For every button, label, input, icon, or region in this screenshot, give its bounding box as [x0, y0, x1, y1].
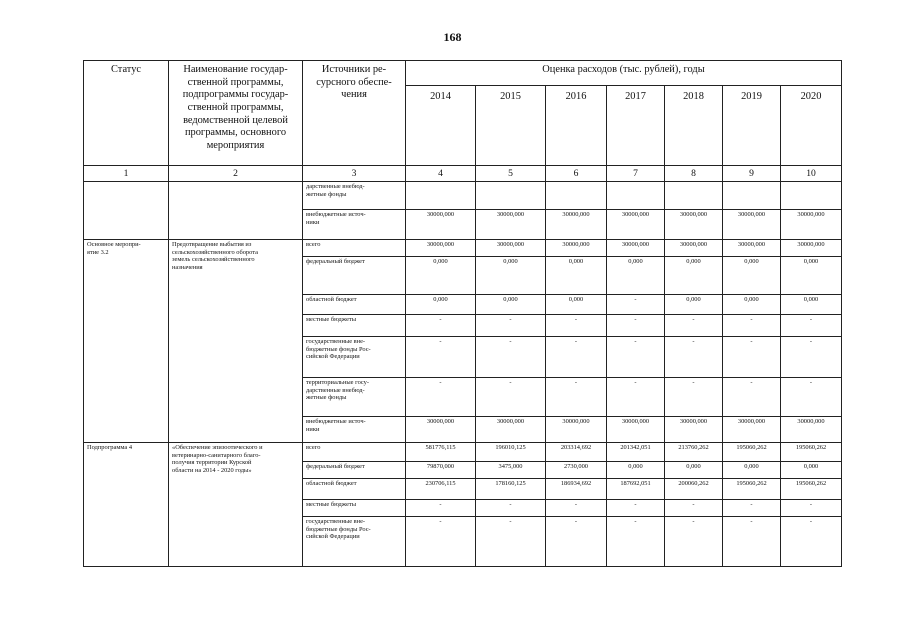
- header-sources: Источники ре- сурсного обеспе- чения: [303, 61, 406, 166]
- expense-value: -: [607, 295, 665, 315]
- expense-value: -: [665, 337, 723, 378]
- expense-value: -: [665, 315, 723, 337]
- column-number: 5: [476, 166, 546, 182]
- funding-source: местные бюджеты: [303, 315, 406, 337]
- expense-value: 30000,000: [607, 417, 665, 443]
- funding-source: территориальные госу- дарственные внебюд- жетные фонды: [303, 378, 406, 417]
- expense-value: 186934,692: [546, 479, 607, 500]
- expense-value: 0,000: [665, 295, 723, 315]
- row-status: Подпрограмма 4: [84, 443, 169, 567]
- expense-value: -: [723, 517, 781, 567]
- expense-value: 196010,125: [476, 443, 546, 462]
- expense-value: 30000,000: [781, 417, 842, 443]
- funding-source: всего: [303, 240, 406, 257]
- expense-value: -: [406, 337, 476, 378]
- expense-value: [781, 182, 842, 210]
- expense-value: 0,000: [406, 257, 476, 295]
- column-number: 9: [723, 166, 781, 182]
- table-row: [84, 240, 842, 257]
- expense-value: 30000,000: [476, 417, 546, 443]
- expense-value: 30000,000: [723, 240, 781, 257]
- expense-value: 581776,115: [406, 443, 476, 462]
- expense-value: 30000,000: [476, 210, 546, 240]
- row-status: Основное меропри- ятие 3.2: [84, 240, 169, 443]
- expense-value: -: [406, 378, 476, 417]
- funding-source: внебюджетные источ- ники: [303, 417, 406, 443]
- header-year: 2018: [665, 86, 723, 166]
- header-year: 2017: [607, 86, 665, 166]
- expense-value: -: [665, 517, 723, 567]
- funding-source: государственные вне- бюджетные фонды Рос- сийской Федерации: [303, 337, 406, 378]
- column-number: 1: [84, 166, 169, 182]
- row-program-name: «Обеспечение эпизоотического и ветеринарно-санитарного благо- получия территории Курской области на 2014 - 2020 годы»: [169, 443, 303, 567]
- expense-value: 30000,000: [607, 240, 665, 257]
- expense-value: -: [476, 500, 546, 517]
- budget-table: [83, 60, 842, 567]
- column-number: 10: [781, 166, 842, 182]
- funding-source: всего: [303, 443, 406, 462]
- header-expense-estimate: Оценка расходов (тыс. рублей), годы: [406, 61, 842, 86]
- expense-value: 195060,262: [723, 443, 781, 462]
- expense-value: -: [607, 378, 665, 417]
- table-row: [84, 182, 842, 210]
- header-program-name: Наименование государ- ственной программы, подпрограммы государ- ственной программы, ведомственной целевой программы, основного мероприятия: [169, 61, 303, 166]
- expense-value: -: [546, 517, 607, 567]
- expense-value: 30000,000: [607, 210, 665, 240]
- column-number: 8: [665, 166, 723, 182]
- expense-value: 2730,000: [546, 462, 607, 479]
- expense-value: 0,000: [723, 295, 781, 315]
- expense-value: -: [546, 378, 607, 417]
- column-number: 2: [169, 166, 303, 182]
- expense-value: -: [607, 337, 665, 378]
- expense-value: -: [607, 315, 665, 337]
- expense-value: -: [476, 517, 546, 567]
- row-status: [84, 182, 169, 240]
- expense-value: 0,000: [546, 295, 607, 315]
- expense-value: 0,000: [607, 462, 665, 479]
- expense-value: 30000,000: [781, 210, 842, 240]
- expense-value: 30000,000: [406, 210, 476, 240]
- expense-value: 30000,000: [781, 240, 842, 257]
- expense-value: -: [665, 500, 723, 517]
- expense-value: 30000,000: [406, 417, 476, 443]
- expense-value: -: [476, 337, 546, 378]
- funding-source: федеральный бюджет: [303, 257, 406, 295]
- expense-value: 0,000: [723, 257, 781, 295]
- expense-value: 195060,262: [723, 479, 781, 500]
- expense-value: 30000,000: [476, 240, 546, 257]
- header-year: 2020: [781, 86, 842, 166]
- expense-value: 3475,000: [476, 462, 546, 479]
- expense-value: 213760,262: [665, 443, 723, 462]
- page-number: 168: [443, 30, 462, 44]
- expense-value: 30000,000: [723, 417, 781, 443]
- expense-value: -: [781, 517, 842, 567]
- expense-value: -: [406, 315, 476, 337]
- header-year: 2015: [476, 86, 546, 166]
- expense-value: [476, 182, 546, 210]
- expense-value: [607, 182, 665, 210]
- expense-value: -: [476, 378, 546, 417]
- expense-value: 30000,000: [665, 210, 723, 240]
- table-row: [84, 443, 842, 462]
- funding-source: внебюджетные источ- ники: [303, 210, 406, 240]
- expense-value: -: [607, 517, 665, 567]
- expense-value: 203314,692: [546, 443, 607, 462]
- expense-value: 0,000: [781, 462, 842, 479]
- expense-value: 30000,000: [406, 240, 476, 257]
- expense-value: -: [476, 315, 546, 337]
- expense-value: 0,000: [406, 295, 476, 315]
- expense-value: -: [723, 378, 781, 417]
- expense-value: 0,000: [476, 295, 546, 315]
- expense-value: 201342,051: [607, 443, 665, 462]
- expense-value: [406, 182, 476, 210]
- expense-value: -: [665, 378, 723, 417]
- expense-value: 0,000: [476, 257, 546, 295]
- header-year: 2019: [723, 86, 781, 166]
- funding-source: федеральный бюджет: [303, 462, 406, 479]
- expense-value: 30000,000: [546, 240, 607, 257]
- expense-value: -: [546, 500, 607, 517]
- expense-value: 200060,262: [665, 479, 723, 500]
- expense-value: 0,000: [546, 257, 607, 295]
- expense-value: 195060,262: [781, 443, 842, 462]
- funding-source: местные бюджеты: [303, 500, 406, 517]
- expense-value: [665, 182, 723, 210]
- expense-value: 30000,000: [546, 417, 607, 443]
- expense-value: 0,000: [665, 257, 723, 295]
- expense-value: 0,000: [665, 462, 723, 479]
- header-status: Статус: [84, 61, 169, 166]
- expense-value: -: [723, 500, 781, 517]
- expense-value: -: [723, 337, 781, 378]
- row-program-name: [169, 182, 303, 240]
- expense-value: -: [781, 315, 842, 337]
- column-number: 4: [406, 166, 476, 182]
- header-year: 2016: [546, 86, 607, 166]
- expense-value: 30000,000: [546, 210, 607, 240]
- expense-value: [546, 182, 607, 210]
- funding-source: государственные вне- бюджетные фонды Рос- сийской Федерации: [303, 517, 406, 567]
- column-number: 3: [303, 166, 406, 182]
- expense-value: 0,000: [781, 257, 842, 295]
- column-number: 6: [546, 166, 607, 182]
- expense-value: 178160,125: [476, 479, 546, 500]
- column-number: 7: [607, 166, 665, 182]
- expense-value: -: [781, 337, 842, 378]
- expense-value: 230706,115: [406, 479, 476, 500]
- funding-source: областной бюджет: [303, 295, 406, 315]
- expense-value: 0,000: [781, 295, 842, 315]
- expense-value: -: [781, 500, 842, 517]
- expense-value: 30000,000: [665, 240, 723, 257]
- expense-value: -: [546, 315, 607, 337]
- expense-value: 187692,051: [607, 479, 665, 500]
- expense-value: -: [781, 378, 842, 417]
- expense-value: 0,000: [607, 257, 665, 295]
- expense-value: 0,000: [723, 462, 781, 479]
- header-year: 2014: [406, 86, 476, 166]
- funding-source: дарственные внебюд- жетные фонды: [303, 182, 406, 210]
- expense-value: [723, 182, 781, 210]
- expense-value: 30000,000: [665, 417, 723, 443]
- expense-value: 79870,000: [406, 462, 476, 479]
- funding-source: областной бюджет: [303, 479, 406, 500]
- expense-value: -: [607, 500, 665, 517]
- expense-value: 30000,000: [723, 210, 781, 240]
- expense-value: -: [546, 337, 607, 378]
- expense-value: 195060,262: [781, 479, 842, 500]
- row-program-name: Предотвращение выбытия из сельскохозяйственного оборота земель сельскохозяйственного назначения: [169, 240, 303, 443]
- expense-value: -: [406, 500, 476, 517]
- expense-value: -: [406, 517, 476, 567]
- expense-value: -: [723, 315, 781, 337]
